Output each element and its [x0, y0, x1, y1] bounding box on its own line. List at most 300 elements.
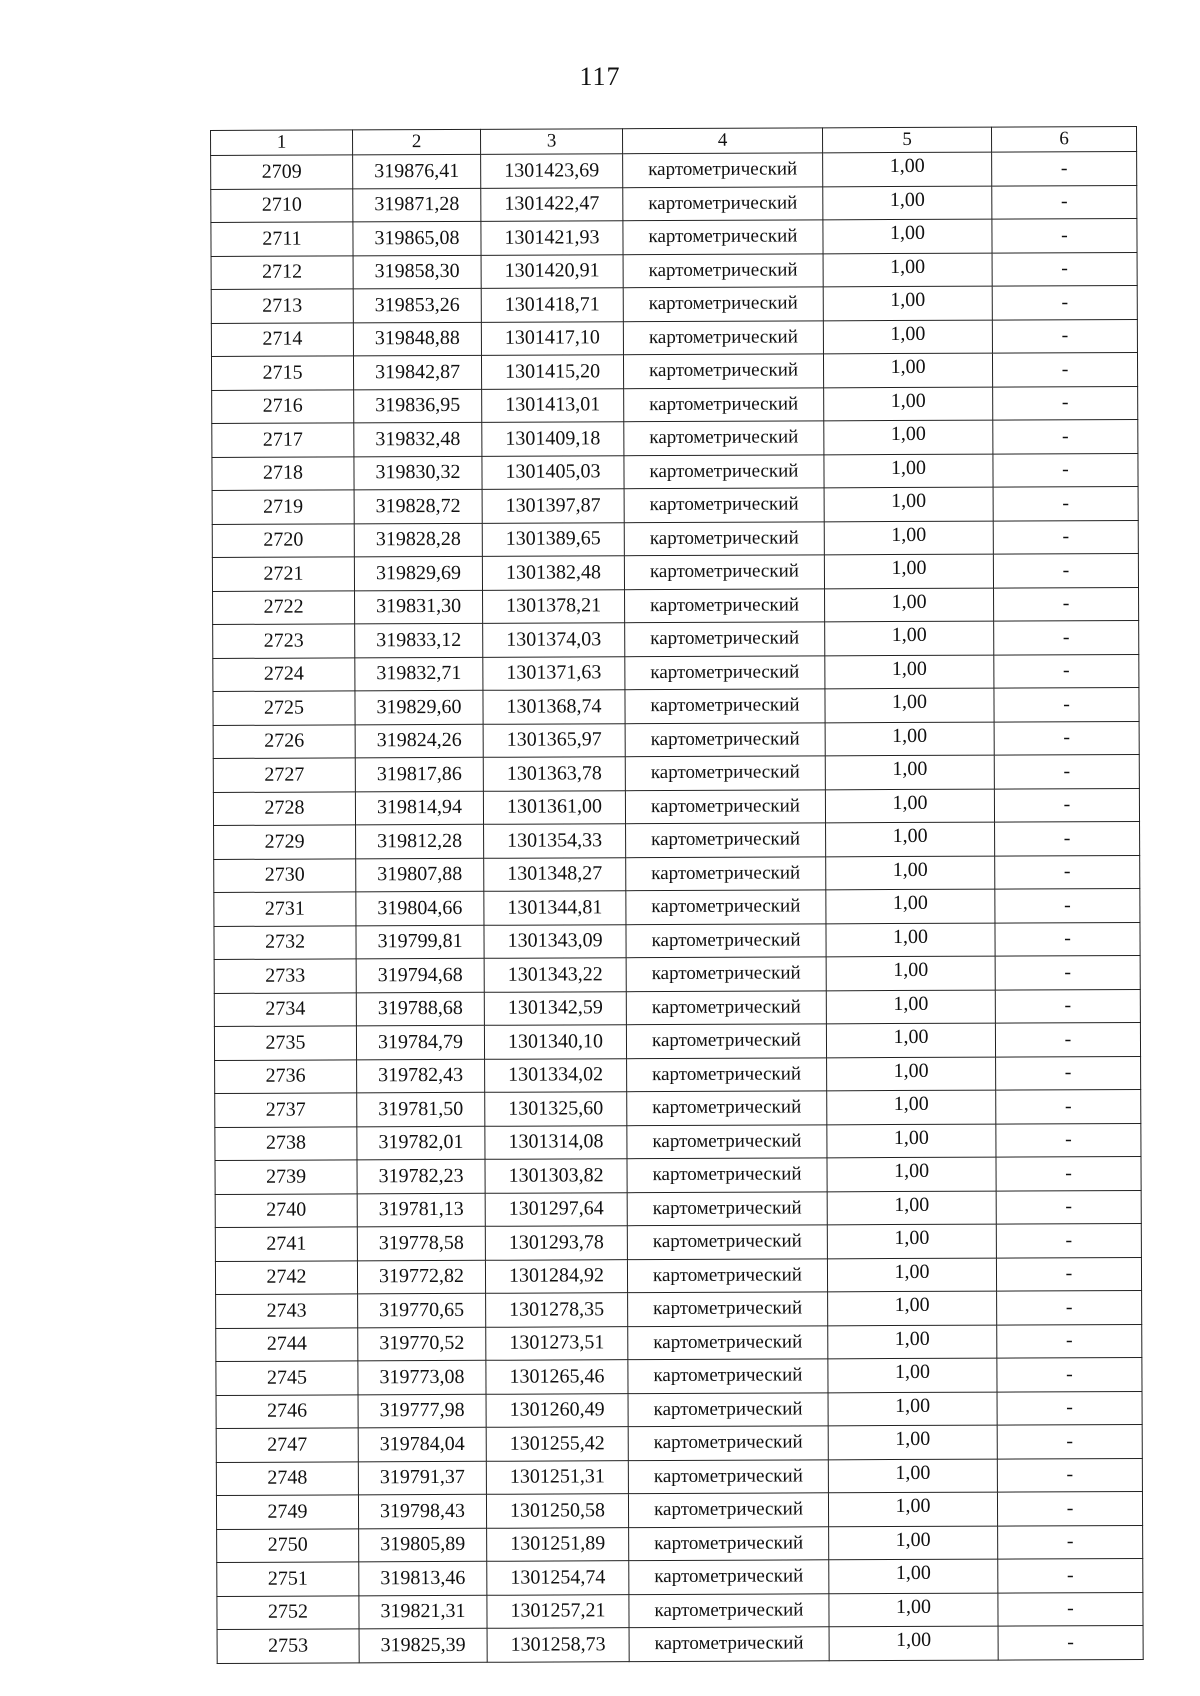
cell-x-coordinate: 319832,48 — [354, 422, 482, 456]
cell-point-number: 2749 — [216, 1495, 358, 1529]
cell-point-number: 2714 — [211, 322, 353, 356]
cell-y-coordinate: 1301251,89 — [487, 1527, 629, 1561]
table-row — [216, 1458, 1142, 1496]
table-row — [212, 486, 1138, 524]
table-row — [213, 620, 1139, 658]
cell-accuracy: 1,00 — [824, 521, 993, 555]
cell-accuracy: 1,00 — [823, 152, 992, 186]
cell-y-coordinate: 1301382,48 — [482, 556, 624, 590]
cell-y-coordinate: 1301343,09 — [484, 924, 626, 958]
cell-point-number: 2709 — [211, 155, 353, 189]
cell-method: картометрический — [623, 220, 823, 254]
cell-x-coordinate: 319871,28 — [353, 188, 481, 222]
cell-point-number: 2750 — [217, 1528, 359, 1562]
cell-method: картометрический — [625, 655, 825, 689]
cell-method: картометрический — [629, 1560, 829, 1594]
table-row — [215, 1056, 1141, 1094]
cell-method: картометрический — [628, 1292, 828, 1326]
table-row — [211, 185, 1137, 223]
cell-point-number: 2748 — [216, 1461, 358, 1495]
cell-note: - — [994, 754, 1139, 788]
coordinates-table — [210, 126, 1144, 1664]
cell-accuracy: 1,00 — [825, 789, 994, 823]
cell-point-number: 2712 — [211, 255, 353, 289]
cell-y-coordinate: 1301260,49 — [486, 1393, 628, 1427]
cell-accuracy: 1,00 — [826, 990, 995, 1024]
cell-method: картометрический — [627, 1258, 827, 1292]
cell-accuracy: 1,00 — [823, 186, 992, 220]
cell-note: - — [994, 687, 1139, 721]
table-row — [211, 319, 1137, 357]
table-row — [213, 721, 1139, 759]
cell-x-coordinate: 319798,43 — [358, 1494, 486, 1528]
cell-note: - — [992, 285, 1137, 319]
cell-point-number: 2746 — [216, 1394, 358, 1428]
cell-point-number: 2745 — [216, 1361, 358, 1395]
cell-y-coordinate: 1301397,87 — [482, 489, 624, 523]
cell-point-number: 2720 — [212, 523, 354, 557]
cell-x-coordinate: 319830,32 — [354, 456, 482, 490]
cell-note: - — [992, 218, 1137, 252]
cell-method: картометрический — [626, 990, 826, 1024]
cell-method: картометрический — [629, 1593, 829, 1627]
cell-point-number: 2727 — [213, 758, 355, 792]
cell-accuracy: 1,00 — [827, 1057, 996, 1091]
cell-y-coordinate: 1301415,20 — [481, 355, 623, 389]
cell-note: - — [998, 1592, 1143, 1626]
cell-y-coordinate: 1301378,21 — [483, 589, 625, 623]
cell-point-number: 2711 — [211, 222, 353, 256]
cell-note: - — [994, 620, 1139, 654]
cell-y-coordinate: 1301423,69 — [481, 154, 623, 188]
cell-accuracy: 1,00 — [828, 1425, 997, 1459]
cell-note: - — [994, 788, 1139, 822]
table-row — [213, 587, 1139, 625]
cell-method: картометрический — [625, 722, 825, 756]
cell-method: картометрический — [626, 890, 826, 924]
cell-note: - — [996, 1056, 1141, 1090]
table-row — [211, 218, 1137, 256]
table-row — [215, 1156, 1141, 1194]
cell-method: картометрический — [627, 1091, 827, 1125]
cell-point-number: 2715 — [211, 356, 353, 390]
cell-y-coordinate: 1301278,35 — [486, 1293, 628, 1327]
table-row — [216, 1491, 1142, 1529]
cell-y-coordinate: 1301251,31 — [486, 1460, 628, 1494]
cell-method: картометрический — [628, 1426, 828, 1460]
cell-accuracy: 1,00 — [827, 1124, 996, 1158]
cell-note: - — [992, 151, 1137, 185]
cell-point-number: 2738 — [215, 1126, 357, 1160]
cell-point-number: 2736 — [215, 1059, 357, 1093]
cell-accuracy: 1,00 — [823, 353, 992, 387]
cell-x-coordinate: 319831,30 — [355, 590, 483, 624]
cell-method: картометрический — [627, 1057, 827, 1091]
table-row — [215, 1257, 1141, 1295]
table-row — [216, 1324, 1142, 1362]
cell-x-coordinate: 319778,58 — [357, 1226, 485, 1260]
cell-note: - — [996, 1156, 1141, 1190]
cell-y-coordinate: 1301363,78 — [483, 757, 625, 791]
cell-point-number: 2723 — [213, 624, 355, 658]
cell-y-coordinate: 1301420,91 — [481, 254, 623, 288]
cell-accuracy: 1,00 — [823, 286, 992, 320]
cell-method: картометрический — [624, 421, 824, 455]
cell-accuracy: 1,00 — [824, 454, 993, 488]
cell-point-number: 2752 — [217, 1595, 359, 1629]
cell-accuracy: 1,00 — [824, 420, 993, 454]
header-col-6: 6 — [991, 126, 1136, 152]
cell-accuracy: 1,00 — [828, 1459, 997, 1493]
cell-method: картометрический — [629, 1526, 829, 1560]
cell-accuracy: 1,00 — [828, 1325, 997, 1359]
cell-point-number: 2726 — [213, 724, 355, 758]
cell-method: картометрический — [624, 454, 824, 488]
cell-accuracy: 1,00 — [829, 1626, 998, 1660]
cell-method: картометрический — [626, 1024, 826, 1058]
cell-x-coordinate: 319832,71 — [355, 657, 483, 691]
cell-note: - — [993, 553, 1138, 587]
cell-method: картометрический — [626, 957, 826, 991]
cell-note: - — [996, 1123, 1141, 1157]
table-row — [212, 520, 1138, 558]
cell-accuracy: 1,00 — [824, 554, 993, 588]
cell-accuracy: 1,00 — [829, 1559, 998, 1593]
cell-x-coordinate: 319770,65 — [358, 1293, 486, 1327]
cell-accuracy: 1,00 — [827, 1224, 996, 1258]
cell-accuracy: 1,00 — [829, 1526, 998, 1560]
cell-accuracy: 1,00 — [825, 722, 994, 756]
cell-method: картометрический — [624, 488, 824, 522]
cell-y-coordinate: 1301418,71 — [481, 288, 623, 322]
cell-y-coordinate: 1301421,93 — [481, 221, 623, 255]
cell-note: - — [997, 1491, 1142, 1525]
cell-point-number: 2716 — [212, 389, 354, 423]
table-row — [214, 821, 1140, 859]
cell-note: - — [995, 855, 1140, 889]
cell-method: картометрический — [623, 253, 823, 287]
cell-method: картометрический — [627, 1158, 827, 1192]
cell-point-number: 2730 — [214, 858, 356, 892]
cell-y-coordinate: 1301293,78 — [485, 1226, 627, 1260]
cell-method: картометрический — [626, 856, 826, 890]
cell-y-coordinate: 1301348,27 — [484, 857, 626, 891]
table-row — [214, 888, 1140, 926]
cell-accuracy: 1,00 — [826, 822, 995, 856]
cell-y-coordinate: 1301365,97 — [483, 723, 625, 757]
cell-note: - — [998, 1525, 1143, 1559]
cell-y-coordinate: 1301361,00 — [483, 790, 625, 824]
cell-x-coordinate: 319842,87 — [353, 355, 481, 389]
cell-accuracy: 1,00 — [825, 588, 994, 622]
cell-point-number: 2747 — [216, 1428, 358, 1462]
cell-x-coordinate: 319829,69 — [354, 556, 482, 590]
cell-method: картометрический — [623, 287, 823, 321]
page-number: 117 — [579, 62, 621, 91]
cell-y-coordinate: 1301374,03 — [483, 623, 625, 657]
cell-point-number: 2753 — [217, 1629, 359, 1663]
cell-note: - — [998, 1625, 1143, 1659]
table-row — [212, 553, 1138, 591]
cell-note: - — [996, 1223, 1141, 1257]
cell-x-coordinate: 319814,94 — [355, 791, 483, 825]
table-row — [214, 1022, 1140, 1060]
cell-method: картометрический — [623, 153, 823, 187]
cell-accuracy: 1,00 — [824, 387, 993, 421]
cell-point-number: 2733 — [214, 959, 356, 993]
cell-point-number: 2737 — [215, 1093, 357, 1127]
cell-y-coordinate: 1301273,51 — [486, 1326, 628, 1360]
cell-point-number: 2744 — [216, 1327, 358, 1361]
cell-method: картометрический — [625, 756, 825, 790]
cell-note: - — [995, 888, 1140, 922]
cell-y-coordinate: 1301409,18 — [482, 422, 624, 456]
table-row — [215, 1190, 1141, 1228]
cell-x-coordinate: 319813,46 — [359, 1561, 487, 1595]
cell-note: - — [997, 1324, 1142, 1358]
cell-y-coordinate: 1301255,42 — [486, 1427, 628, 1461]
cell-x-coordinate: 319784,04 — [358, 1427, 486, 1461]
cell-point-number: 2713 — [211, 289, 353, 323]
header-col-4: 4 — [622, 128, 822, 154]
cell-point-number: 2718 — [212, 456, 354, 490]
cell-point-number: 2740 — [215, 1193, 357, 1227]
cell-x-coordinate: 319782,01 — [357, 1126, 485, 1160]
cell-note: - — [995, 989, 1140, 1023]
cell-point-number: 2751 — [217, 1562, 359, 1596]
cell-note: - — [997, 1290, 1142, 1324]
cell-note: - — [992, 185, 1137, 219]
cell-x-coordinate: 319770,52 — [358, 1327, 486, 1361]
cell-point-number: 2710 — [211, 188, 353, 222]
cell-accuracy: 1,00 — [826, 923, 995, 957]
cell-point-number: 2719 — [212, 490, 354, 524]
cell-method: картометрический — [627, 1225, 827, 1259]
cell-note: - — [992, 252, 1137, 286]
table-row — [216, 1357, 1142, 1395]
table-row — [214, 855, 1140, 893]
table-row — [211, 252, 1137, 290]
cell-note: - — [993, 520, 1138, 554]
header-col-1: 1 — [211, 130, 353, 156]
cell-x-coordinate: 319821,31 — [359, 1595, 487, 1629]
cell-point-number: 2739 — [215, 1160, 357, 1194]
table-row — [215, 1089, 1141, 1127]
cell-note: - — [998, 1558, 1143, 1592]
header-col-5: 5 — [822, 127, 991, 153]
header-col-3: 3 — [480, 129, 622, 155]
cell-accuracy: 1,00 — [825, 755, 994, 789]
cell-x-coordinate: 319772,82 — [357, 1260, 485, 1294]
cell-y-coordinate: 1301254,74 — [487, 1561, 629, 1595]
cell-point-number: 2734 — [214, 992, 356, 1026]
table-row — [213, 788, 1139, 826]
cell-x-coordinate: 319829,60 — [355, 690, 483, 724]
table-row — [217, 1525, 1143, 1563]
cell-x-coordinate: 319781,50 — [357, 1092, 485, 1126]
cell-accuracy: 1,00 — [826, 889, 995, 923]
cell-accuracy: 1,00 — [827, 1157, 996, 1191]
cell-x-coordinate: 319858,30 — [353, 255, 481, 289]
cell-method: картометрический — [625, 622, 825, 656]
cell-x-coordinate: 319807,88 — [356, 858, 484, 892]
cell-accuracy: 1,00 — [828, 1291, 997, 1325]
cell-accuracy: 1,00 — [829, 1593, 998, 1627]
cell-accuracy: 1,00 — [827, 1191, 996, 1225]
table-row — [216, 1391, 1142, 1429]
cell-accuracy: 1,00 — [828, 1358, 997, 1392]
cell-x-coordinate: 319828,72 — [354, 489, 482, 523]
cell-accuracy: 1,00 — [823, 253, 992, 287]
cell-method: картометрический — [625, 689, 825, 723]
cell-point-number: 2731 — [214, 892, 356, 926]
cell-y-coordinate: 1301368,74 — [483, 690, 625, 724]
cell-x-coordinate: 319788,68 — [356, 992, 484, 1026]
cell-x-coordinate: 319865,08 — [353, 221, 481, 255]
cell-y-coordinate: 1301342,59 — [484, 991, 626, 1025]
cell-point-number: 2732 — [214, 925, 356, 959]
cell-y-coordinate: 1301422,47 — [481, 187, 623, 221]
cell-method: картометрический — [628, 1325, 828, 1359]
cell-accuracy: 1,00 — [826, 1023, 995, 1057]
cell-y-coordinate: 1301265,46 — [486, 1360, 628, 1394]
cell-point-number: 2729 — [214, 825, 356, 859]
header-col-2: 2 — [353, 129, 481, 155]
cell-note: - — [996, 1257, 1141, 1291]
cell-point-number: 2717 — [212, 423, 354, 457]
cell-y-coordinate: 1301389,65 — [482, 522, 624, 556]
cell-x-coordinate: 319804,66 — [356, 891, 484, 925]
cell-accuracy: 1,00 — [825, 688, 994, 722]
cell-point-number: 2724 — [213, 657, 355, 691]
cell-y-coordinate: 1301258,73 — [487, 1628, 629, 1662]
cell-note: - — [995, 955, 1140, 989]
cell-accuracy: 1,00 — [827, 1258, 996, 1292]
table-row — [212, 453, 1138, 491]
cell-point-number: 2743 — [216, 1294, 358, 1328]
cell-note: - — [993, 453, 1138, 487]
cell-x-coordinate: 319812,28 — [356, 824, 484, 858]
cell-x-coordinate: 319782,23 — [357, 1159, 485, 1193]
cell-note: - — [997, 1357, 1142, 1391]
cell-method: картометрический — [629, 1627, 829, 1661]
cell-y-coordinate: 1301297,64 — [485, 1192, 627, 1226]
cell-note: - — [996, 1089, 1141, 1123]
cell-y-coordinate: 1301250,58 — [486, 1494, 628, 1528]
cell-x-coordinate: 319817,86 — [355, 757, 483, 791]
cell-y-coordinate: 1301303,82 — [485, 1159, 627, 1193]
cell-note: - — [997, 1458, 1142, 1492]
cell-x-coordinate: 319825,39 — [359, 1628, 487, 1662]
cell-point-number: 2722 — [213, 590, 355, 624]
cell-x-coordinate: 319828,28 — [354, 523, 482, 557]
table-row — [211, 285, 1137, 323]
cell-point-number: 2741 — [215, 1227, 357, 1261]
cell-point-number: 2728 — [213, 791, 355, 825]
cell-point-number: 2735 — [214, 1026, 356, 1060]
cell-y-coordinate: 1301340,10 — [484, 1025, 626, 1059]
cell-method: картометрический — [625, 789, 825, 823]
cell-note: - — [995, 821, 1140, 855]
cell-y-coordinate: 1301257,21 — [487, 1594, 629, 1628]
cell-method: картометрический — [628, 1459, 828, 1493]
cell-y-coordinate: 1301334,02 — [485, 1058, 627, 1092]
table-row — [214, 955, 1140, 993]
cell-note: - — [995, 1022, 1140, 1056]
cell-x-coordinate: 319794,68 — [356, 958, 484, 992]
cell-method: картометрический — [623, 186, 823, 220]
cell-note: - — [993, 486, 1138, 520]
cell-method: картометрический — [623, 320, 823, 354]
table-row — [217, 1625, 1143, 1663]
table-row — [215, 1123, 1141, 1161]
cell-y-coordinate: 1301284,92 — [485, 1259, 627, 1293]
table-row — [213, 654, 1139, 692]
cell-accuracy: 1,00 — [828, 1492, 997, 1526]
cell-method: картометрический — [624, 521, 824, 555]
cell-x-coordinate: 319773,08 — [358, 1360, 486, 1394]
cell-note: - — [993, 386, 1138, 420]
cell-method: картометрический — [625, 588, 825, 622]
cell-accuracy: 1,00 — [827, 1090, 996, 1124]
cell-accuracy: 1,00 — [823, 320, 992, 354]
cell-x-coordinate: 319791,37 — [358, 1461, 486, 1495]
cell-point-number: 2721 — [212, 557, 354, 591]
cell-method: картометрический — [628, 1392, 828, 1426]
table-row — [212, 386, 1138, 424]
table-row — [216, 1290, 1142, 1328]
cell-point-number: 2742 — [215, 1260, 357, 1294]
cell-note: - — [994, 587, 1139, 621]
cell-note: - — [996, 1190, 1141, 1224]
cell-accuracy: 1,00 — [824, 487, 993, 521]
cell-x-coordinate: 319833,12 — [355, 623, 483, 657]
cell-x-coordinate: 319836,95 — [354, 389, 482, 423]
cell-y-coordinate: 1301371,63 — [483, 656, 625, 690]
table-row — [212, 419, 1138, 457]
cell-x-coordinate: 319805,89 — [359, 1528, 487, 1562]
table-row — [215, 1223, 1141, 1261]
table-row — [213, 754, 1139, 792]
cell-y-coordinate: 1301325,60 — [485, 1092, 627, 1126]
table-body — [211, 151, 1144, 1663]
table-row — [211, 352, 1137, 390]
table-row — [217, 1592, 1143, 1630]
cell-x-coordinate: 319824,26 — [355, 724, 483, 758]
cell-method: картометрический — [624, 387, 824, 421]
cell-x-coordinate: 319876,41 — [353, 154, 481, 188]
cell-method: картометрический — [627, 1124, 827, 1158]
table-row — [214, 989, 1140, 1027]
cell-note: - — [993, 419, 1138, 453]
cell-x-coordinate: 319781,13 — [357, 1193, 485, 1227]
cell-accuracy: 1,00 — [823, 219, 992, 253]
cell-note: - — [997, 1424, 1142, 1458]
table-row — [213, 687, 1139, 725]
cell-note: - — [992, 352, 1137, 386]
table-row — [216, 1424, 1142, 1462]
cell-method: картометрический — [628, 1359, 828, 1393]
cell-note: - — [994, 721, 1139, 755]
cell-method: картометрический — [627, 1191, 827, 1225]
cell-x-coordinate: 319799,81 — [356, 925, 484, 959]
cell-y-coordinate: 1301413,01 — [482, 388, 624, 422]
cell-note: - — [994, 654, 1139, 688]
cell-accuracy: 1,00 — [828, 1392, 997, 1426]
cell-y-coordinate: 1301314,08 — [485, 1125, 627, 1159]
cell-note: - — [995, 922, 1140, 956]
cell-y-coordinate: 1301354,33 — [484, 824, 626, 858]
